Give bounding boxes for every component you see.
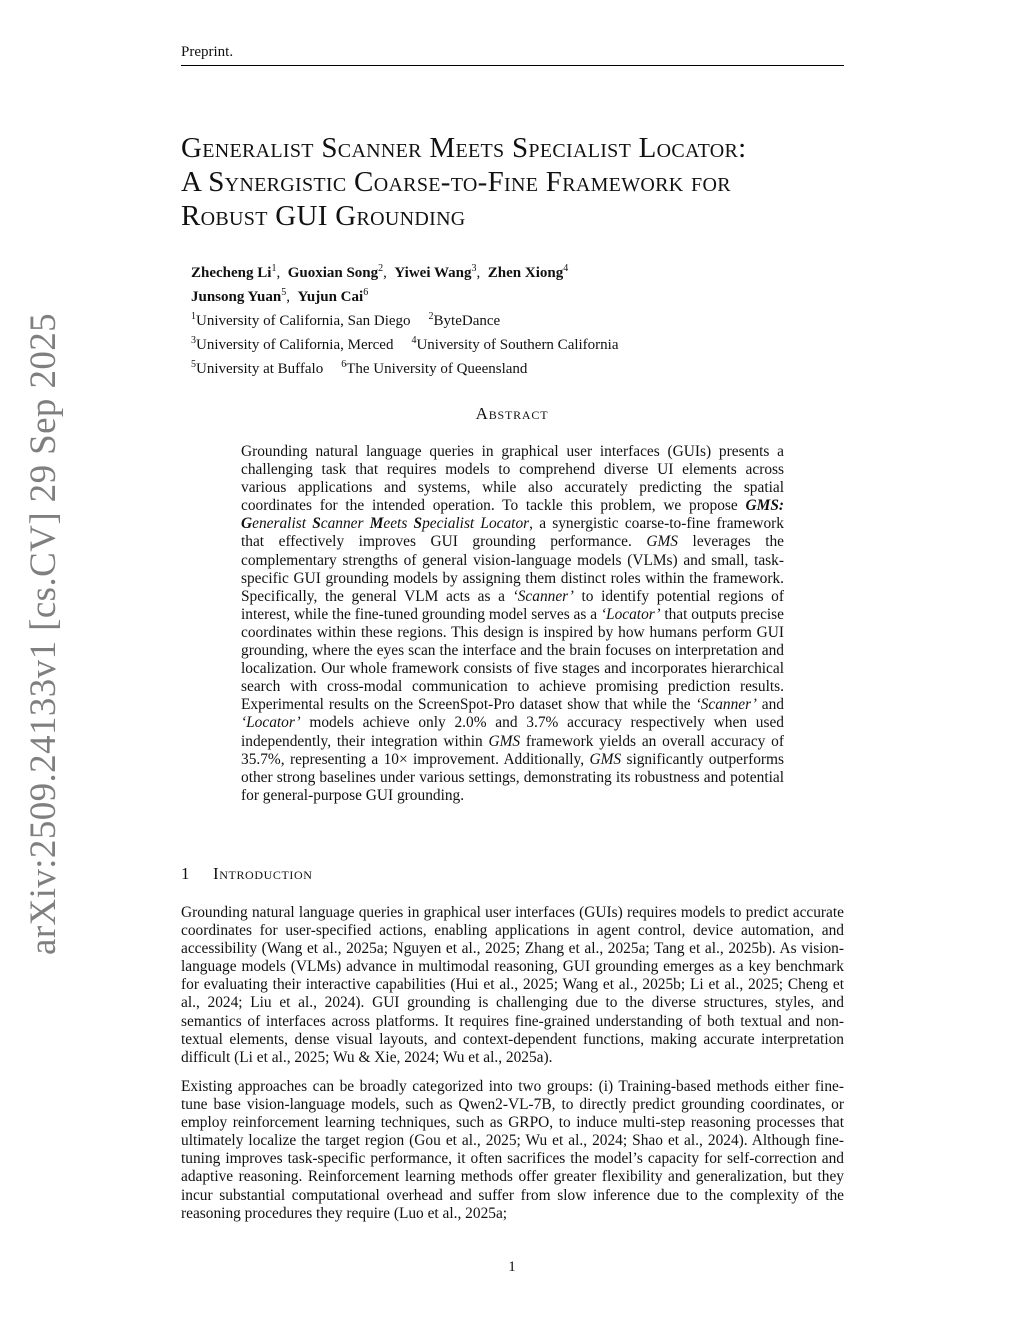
locator-term: ‘Locator’: [241, 714, 301, 732]
affiliation-number: 2: [428, 311, 434, 322]
arxiv-identifier-stamp: arXiv:2509.24133v1 [cs.CV] 29 Sep 2025: [23, 312, 64, 955]
abstract-text: to identify potential regions of interest, while the fine-tuned grounding model serves as a: [241, 587, 785, 623]
affiliation-number: 5: [191, 359, 196, 370]
gms-mention: GMS: [646, 533, 678, 551]
gms-acronym: GMS:: [745, 497, 784, 515]
section-heading-introduction: [181, 864, 313, 884]
scanner-term: ‘Scanner’: [512, 587, 574, 605]
scanner-term: ‘Scanner’: [695, 696, 757, 714]
affiliation-name: ByteDance: [433, 313, 501, 329]
section-number: 1: [181, 864, 191, 883]
affiliation-name: University at Buffalo: [196, 361, 324, 377]
affiliation-number: 1: [191, 311, 196, 322]
gms-mention: GMS: [488, 732, 521, 750]
intro-paragraph-2: Existing approaches can be broadly categorized into two groups: (i) Training-based methods either fine-tune base vision-language models, such as Qwen2-VL-7B, to directly predict grounding coordinates, or employ reinforcement learning techniques, such as GRPO, to induce multi-step reasoning processes that ultimately localize the target region (Gou et al., 2025; Wu et al., 2024; Shao et al., 2024). Although fine-tuning improves task-specific performance, it often sacrifices the model’s capacity for self-correction and adaptive reasoning. Reinforcement learning methods offer greater flexibility and generalization, but they incur substantial computational overhead and suffer from slow inference due to the complexity of the reasoning procedures they require (Luo et al., 2025a;: [181, 1078, 844, 1222]
affiliation-line-1: [191, 307, 619, 331]
author-affiliation-mark: 5: [281, 287, 287, 298]
author-line-2: Junsong Yuan$^5$, Yujun Cai$^6$: [191, 287, 369, 305]
author-affiliation-mark: 6: [363, 287, 369, 298]
title-line-3: Robust GUI Grounding: [181, 200, 466, 232]
author-affiliation-mark: 1: [271, 263, 277, 274]
abstract-text: leverages the complementary strengths of general vision-language models (VLMs) and small, task-specific GUI grounding models by assigning them distinct roles within the framework. Specifically, the general VLM acts as a: [241, 533, 784, 605]
abstract-text: that outputs precise coordinates within these regions. This design is inspired by how humans perform GUI grounding, where the eyes scan the interface and the brain focuses on interpretation and localization. Our whole framework consists of five stages and incorporates hierarchical search with cross-modal communication to achieve promising prediction results. Experimental results on the ScreenSpot-Pro dataset show that while the: [241, 605, 784, 714]
author-name: Junsong Yuan: [191, 289, 282, 305]
author-affiliation-mark: 4: [563, 263, 569, 274]
gms-mention: GMS: [589, 750, 622, 768]
affiliation-number: 4: [411, 335, 417, 346]
section-title: Introduction: [213, 864, 313, 883]
author-name: Zhen Xiong: [487, 265, 564, 281]
author-affiliation-mark: 2: [378, 263, 384, 274]
affiliation-number: 3: [191, 335, 196, 346]
affiliation-name: University of Southern California: [416, 337, 619, 353]
gms-expansion: Generalist Scanner Meets Specialist Locator: [241, 515, 530, 533]
affiliation-line-2: [191, 331, 619, 355]
page-number: 1: [508, 1259, 516, 1275]
author-name: Yujun Cai: [297, 289, 364, 305]
running-header: Preprint.: [181, 44, 234, 60]
author-name: Zhecheng Li: [191, 265, 272, 281]
abstract-body: Grounding natural language queries in graphical user interfaces (GUIs) presents a challenging task that requires models to comprehend diverse UI elements across various applications and systems, while also accurately predicting the spatial coordinates for the intended operation. To tackle this problem, we propose GMS: Generalist Scanner Meets Specialist Locator, a synergistic coarse-to-fine framework that effectively improves GUI grounding performance. GMS leverages the complementary strengths of general vision-language models (VLMs) and small, task-specific GUI grounding models by assigning them distinct roles within the framework. Specifically, the general VLM acts as a ‘Scanner’ to identify potential regions of interest, while the fine-tuned grounding model serves as a ‘Locator’ that outputs precise coordinates within these regions. This design is inspired by how humans perform GUI grounding, where the eyes scan the interface and the brain focuses on interpretation and localization. Our whole framework consists of five stages and incorporates hierarchical search with cross-modal communication to achieve promising prediction results. Experimental results on the ScreenSpot-Pro dataset show that while the ‘Scanner’ and ‘Locator’ models achieve only 2.0% and 3.7% accuracy respectively when used independently, their integration within GMS framework yields an overall accuracy of 35.7%, representing a 10× improvement. Additionally, GMS significantly outperforms other strong baselines under various settings, demonstrating its robustness and potential for general-purpose GUI grounding.: [241, 443, 785, 804]
author-name: Guoxian Song: [287, 265, 379, 281]
abstract-text: Grounding natural language queries in graphical user interfaces (GUIs) presents a challenging task that requires models to comprehend diverse UI elements across various applications and systems, while also accurately predicting the spatial coordinates for the intended operation. To tackle this problem, we propose: [241, 443, 784, 515]
author-line-1: Zhecheng Li$^1$, Guoxian Song$^2$, Yiwei Wang$^3$, Zhen Xiong$^4$: [191, 263, 569, 281]
title-line-1: Generalist Scanner Meets Specialist Locator:: [181, 132, 747, 164]
abstract-text: significantly outperforms other strong baselines under various settings, demonstrating its robustness and potential for general-purpose GUI grounding.: [241, 750, 784, 804]
header-rule: [181, 65, 844, 66]
abstract-text: , a synergistic coarse-to-fine framework that effectively improves GUI grounding performance.: [241, 515, 784, 551]
affiliation-name: University of California, Merced: [196, 337, 394, 353]
abstract-heading: Abstract: [475, 404, 549, 423]
affiliation-number: 6: [341, 359, 347, 370]
intro-paragraph-1: Grounding natural language queries in graphical user interfaces (GUIs) requires models to predict accurate coordinates for user-specified actions, enabling applications in agent control, device automation, and accessibility (Wang et al., 2025a; Nguyen et al., 2025; Zhang et al., 2025a; Tang et al., 2025b). As vision-language models (VLMs) advance in multimodal reasoning, GUI grounding emerges as a key benchmark for evaluating their interactive capabilities (Hui et al., 2025; Wang et al., 2025b; Li et al., 2025; Cheng et al., 2024; Liu et al., 2024). GUI grounding is challenging due to the diverse structures, styles, and semantics of interfaces across platforms. It requires fine-grained understanding of both textual and non-textual elements, dense visual layouts, and context-dependent functions, making accurate interpretation difficult (Li et al., 2025; Wu & Xie, 2024; Wu et al., 2025a).: [181, 904, 844, 1066]
locator-term: ‘Locator’: [600, 605, 661, 623]
author-affiliation-mark: 3: [471, 263, 477, 274]
abstract-text: framework yields an overall accuracy of 35.7%, representing a 10× improvement. Additionally,: [241, 732, 784, 768]
affiliation-name: University of California, San Diego: [196, 313, 411, 329]
title-line-2: A Synergistic Coarse-to-Fine Framework for: [181, 166, 731, 198]
author-block: [191, 259, 619, 379]
abstract-text: models achieve only 2.0% and 3.7% accuracy respectively when used independently, their integration within: [241, 714, 784, 750]
affiliation-line-3: [191, 355, 619, 379]
affiliation-name: The University of Queensland: [346, 361, 528, 377]
paper-title: [181, 131, 861, 233]
author-name: Yiwei Wang: [394, 265, 472, 281]
